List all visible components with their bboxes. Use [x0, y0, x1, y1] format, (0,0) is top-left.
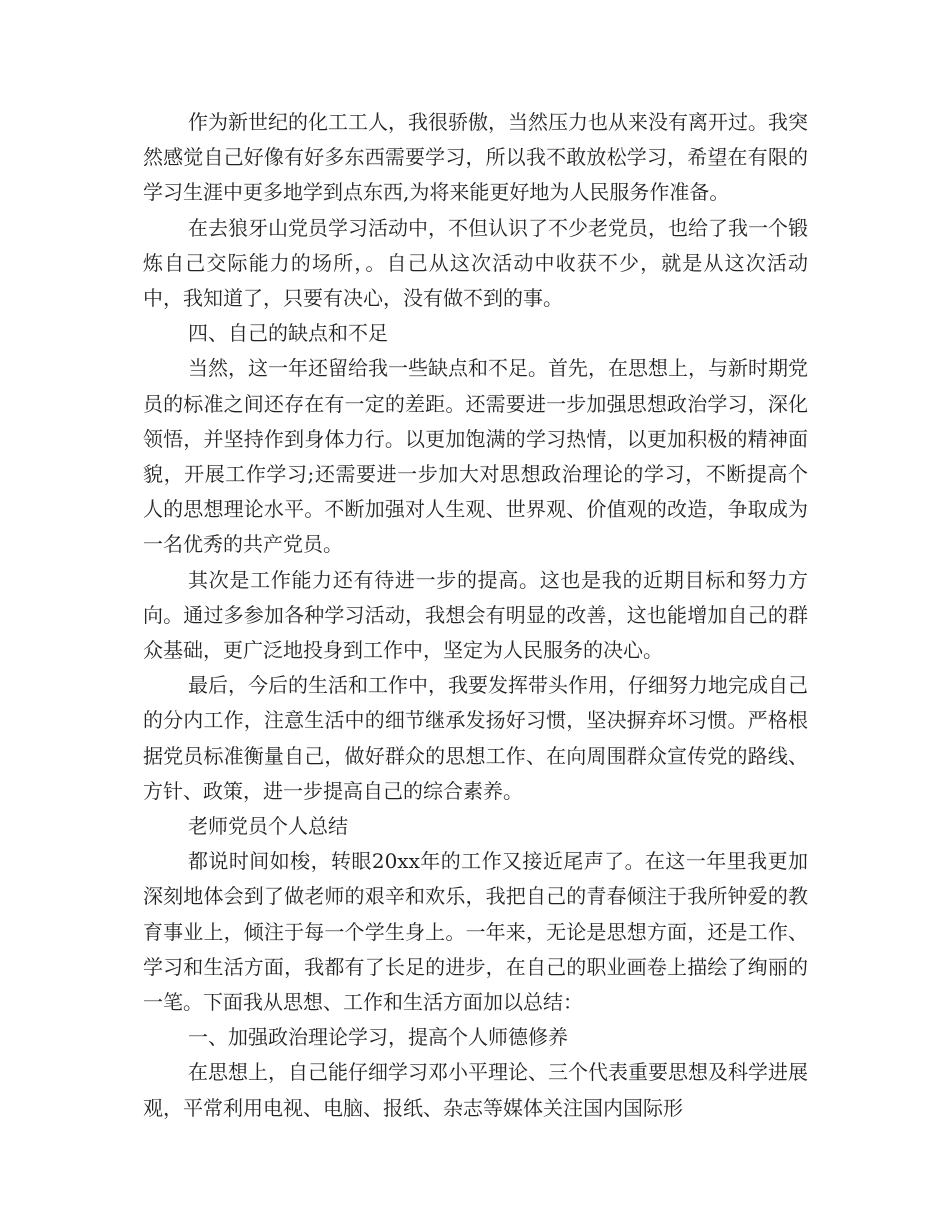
- section-heading-teacher-summary: 老师党员个人总结: [188, 814, 348, 839]
- section-heading-shortcomings: 四、自己的缺点和不足: [188, 321, 388, 346]
- paragraph-chemical-worker: 作为新世纪的化工工人，我很骄傲，当然压力也从来没有离开过。我突然感觉自己好像有好多东西需要学习，所以我不敢放松学习，希望在有限的学习生涯中更多地学到点东西,为将来能更好地为人民服务作准备。: [143, 110, 808, 205]
- paragraph-political-study: 在思想上，自己能仔细学习邓小平理论、三个代表重要思想及科学进展观，平常利用电视、电脑、报纸、杂志等媒体关注国内国际形: [143, 1060, 808, 1120]
- paragraph-future-plans: 最后，今后的生活和工作中，我要发挥带头作用，仔细努力地完成自己的分内工作，注意生活中的细节继承发扬好习惯，坚决摒弃坏习惯。严格根据党员标准衡量自己，做好群众的思想工作、在向周围群众宣传党的路线、方针、政策，进一步提高自己的综合素养。: [143, 673, 808, 803]
- paragraph-teacher-intro: 都说时间如梭，转眼20xx年的工作又接近尾声了。在这一年里我更加深刻地体会到了做老师的艰辛和欢乐，我把自己的青春倾注于我所钟爱的教育事业上，倾注于每一个学生身上。一年来，无论是思想方面，还是工作、学习和生活方面，我都有了长足的进步，在自己的职业画卷上描绘了绚丽的一笔。下面我从思想、工作和生活方面加以总结：: [143, 849, 808, 1015]
- document-body: [143, 105, 808, 1126]
- paragraph-langya-mountain-activity: 在去狼牙山党员学习活动中，不但认识了不少老党员，也给了我一个锻炼自己交际能力的场所，。自己从这次活动中收获不少，就是从这次活动中，我知道了，只要有决心，没有做不到的事。: [143, 215, 808, 311]
- paragraph-shortcomings: 当然，这一年还留给我一些缺点和不足。首先，在思想上，与新时期党员的标准之间还存在有一定的差距。还需要进一步加强思想政治学习，深化领悟，并坚持作到身体力行。以更加饱满的学习热情，以更加积极的精神面貌，开展工作学习;还需要进一步加大对思想政治理论的学习，不断提高个人的思想理论水平。不断加强对人生观、世界观、价值观的改造，争取成为一名优秀的共产党员。: [143, 356, 808, 557]
- paragraph-work-ability: 其次是工作能力还有待进一步的提高。这也是我的近期目标和努力方向。通过多参加各种学习活动，我想会有明显的改善，这也能增加自己的群众基础，更广泛地投身到工作中，坚定为人民服务的决心。: [143, 567, 808, 663]
- section-heading-political-study: 一、加强政治理论学习，提高个人师德修养: [188, 1025, 568, 1050]
